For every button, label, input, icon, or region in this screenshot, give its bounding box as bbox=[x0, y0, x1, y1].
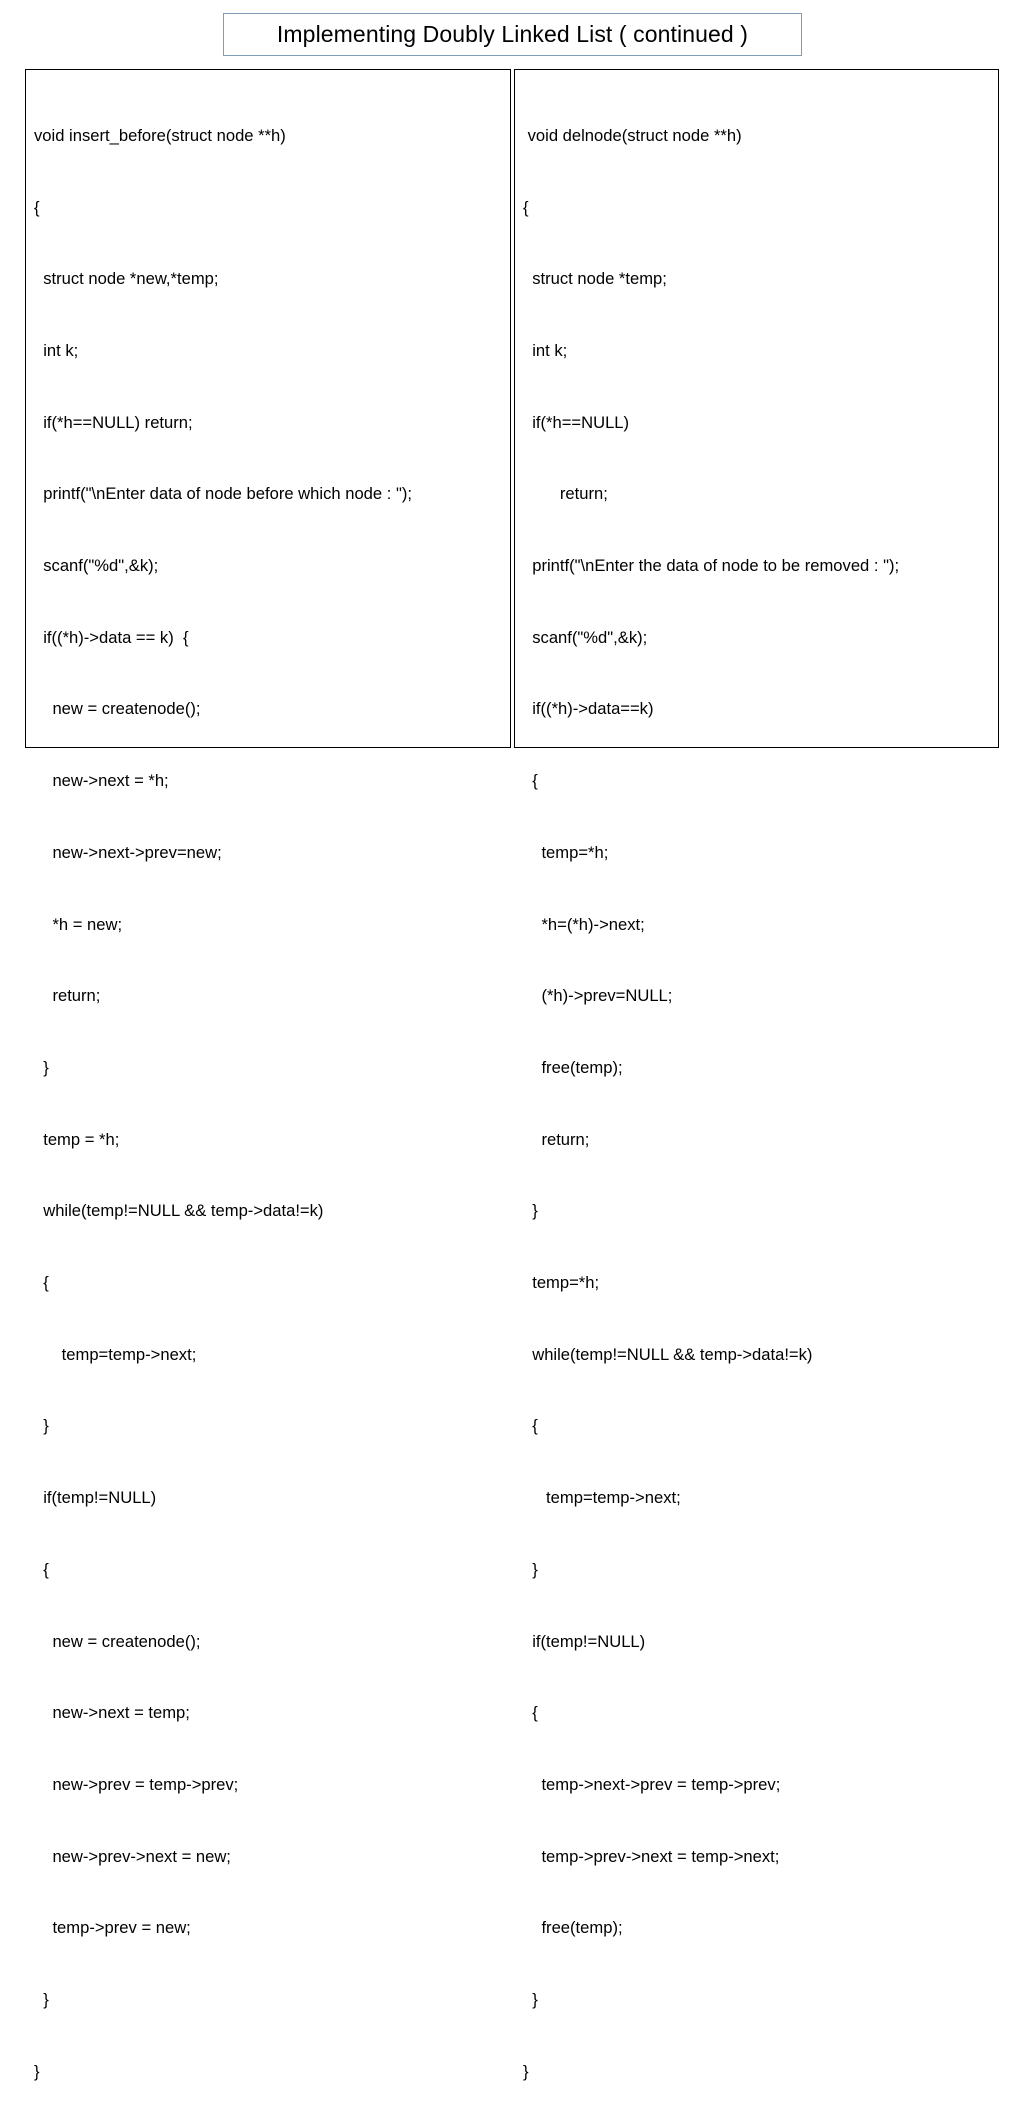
code-line: if(temp!=NULL) bbox=[34, 1488, 157, 1508]
code-line: temp->prev = new; bbox=[34, 1918, 191, 1938]
code-line: temp=*h; bbox=[523, 1273, 600, 1293]
code-line: while(temp!=NULL && temp->data!=k) bbox=[523, 1344, 813, 1364]
code-line: if(temp!=NULL) bbox=[523, 1631, 646, 1651]
code-line: } bbox=[34, 1416, 49, 1436]
code-line: void insert_before(struct node **h) bbox=[34, 125, 286, 145]
code-line: new->next->prev=new; bbox=[34, 842, 222, 862]
code-line: while(temp!=NULL && temp->data!=k) bbox=[34, 1201, 324, 1221]
code-line: return; bbox=[34, 986, 101, 1006]
code-line: new->next = temp; bbox=[34, 1703, 190, 1723]
code-line: return; bbox=[523, 484, 608, 504]
code-line: temp->prev->next = temp->next; bbox=[523, 1846, 780, 1866]
code-line: temp=temp->next; bbox=[523, 1488, 681, 1508]
code-line: { bbox=[523, 1703, 538, 1723]
slide-title: Implementing Doubly Linked List ( continued ) bbox=[223, 13, 802, 56]
code-line: new->prev = temp->prev; bbox=[34, 1774, 239, 1794]
code-line: } bbox=[523, 1559, 538, 1579]
code-line: printf("\nEnter data of node before which node : "); bbox=[34, 484, 412, 504]
code-line: new = createnode(); bbox=[34, 1631, 201, 1651]
code-line: { bbox=[523, 197, 529, 217]
code-line: { bbox=[34, 1559, 49, 1579]
code-line: scanf("%d",&k); bbox=[523, 627, 648, 647]
code-line: free(temp); bbox=[523, 1057, 623, 1077]
code-line: if((*h)->data==k) bbox=[523, 699, 654, 719]
insert-before-code-panel bbox=[25, 69, 511, 2081]
code-line: void delnode(struct node **h) bbox=[523, 125, 742, 145]
code-line: return; bbox=[523, 1129, 590, 1149]
code-line: } bbox=[34, 1990, 49, 2010]
code-line: temp=temp->next; bbox=[34, 1344, 197, 1364]
code-line: } bbox=[34, 2061, 40, 2081]
code-line: new->next = *h; bbox=[34, 771, 169, 791]
code-line: int k; bbox=[34, 340, 79, 360]
code-line: } bbox=[523, 1990, 538, 2010]
code-line: { bbox=[34, 1273, 49, 1293]
delnode-code-panel bbox=[514, 69, 999, 2081]
code-line: new->prev->next = new; bbox=[34, 1846, 231, 1866]
code-line: if((*h)->data == k) { bbox=[34, 627, 189, 647]
code-line: printf("\nEnter the data of node to be removed : "); bbox=[523, 556, 900, 576]
code-line: *h = new; bbox=[34, 914, 123, 934]
code-line: } bbox=[523, 2061, 529, 2081]
code-line: free(temp); bbox=[523, 1918, 623, 1938]
code-line: temp->next->prev = temp->prev; bbox=[523, 1774, 781, 1794]
code-line: temp = *h; bbox=[34, 1129, 120, 1149]
code-line: *h=(*h)->next; bbox=[523, 914, 645, 934]
code-line: struct node *new,*temp; bbox=[34, 269, 219, 289]
code-line: temp=*h; bbox=[523, 842, 609, 862]
code-line: if(*h==NULL) return; bbox=[34, 412, 193, 432]
code-line: (*h)->prev=NULL; bbox=[523, 986, 673, 1006]
code-line: if(*h==NULL) bbox=[523, 412, 630, 432]
code-line: } bbox=[34, 1057, 49, 1077]
code-line: struct node *temp; bbox=[523, 269, 667, 289]
code-line: { bbox=[34, 197, 40, 217]
code-line: new = createnode(); bbox=[34, 699, 201, 719]
code-line: int k; bbox=[523, 340, 568, 360]
code-line: { bbox=[523, 1416, 538, 1436]
code-line: { bbox=[523, 771, 538, 791]
code-line: } bbox=[523, 1201, 538, 1221]
code-line: scanf("%d",&k); bbox=[34, 556, 159, 576]
